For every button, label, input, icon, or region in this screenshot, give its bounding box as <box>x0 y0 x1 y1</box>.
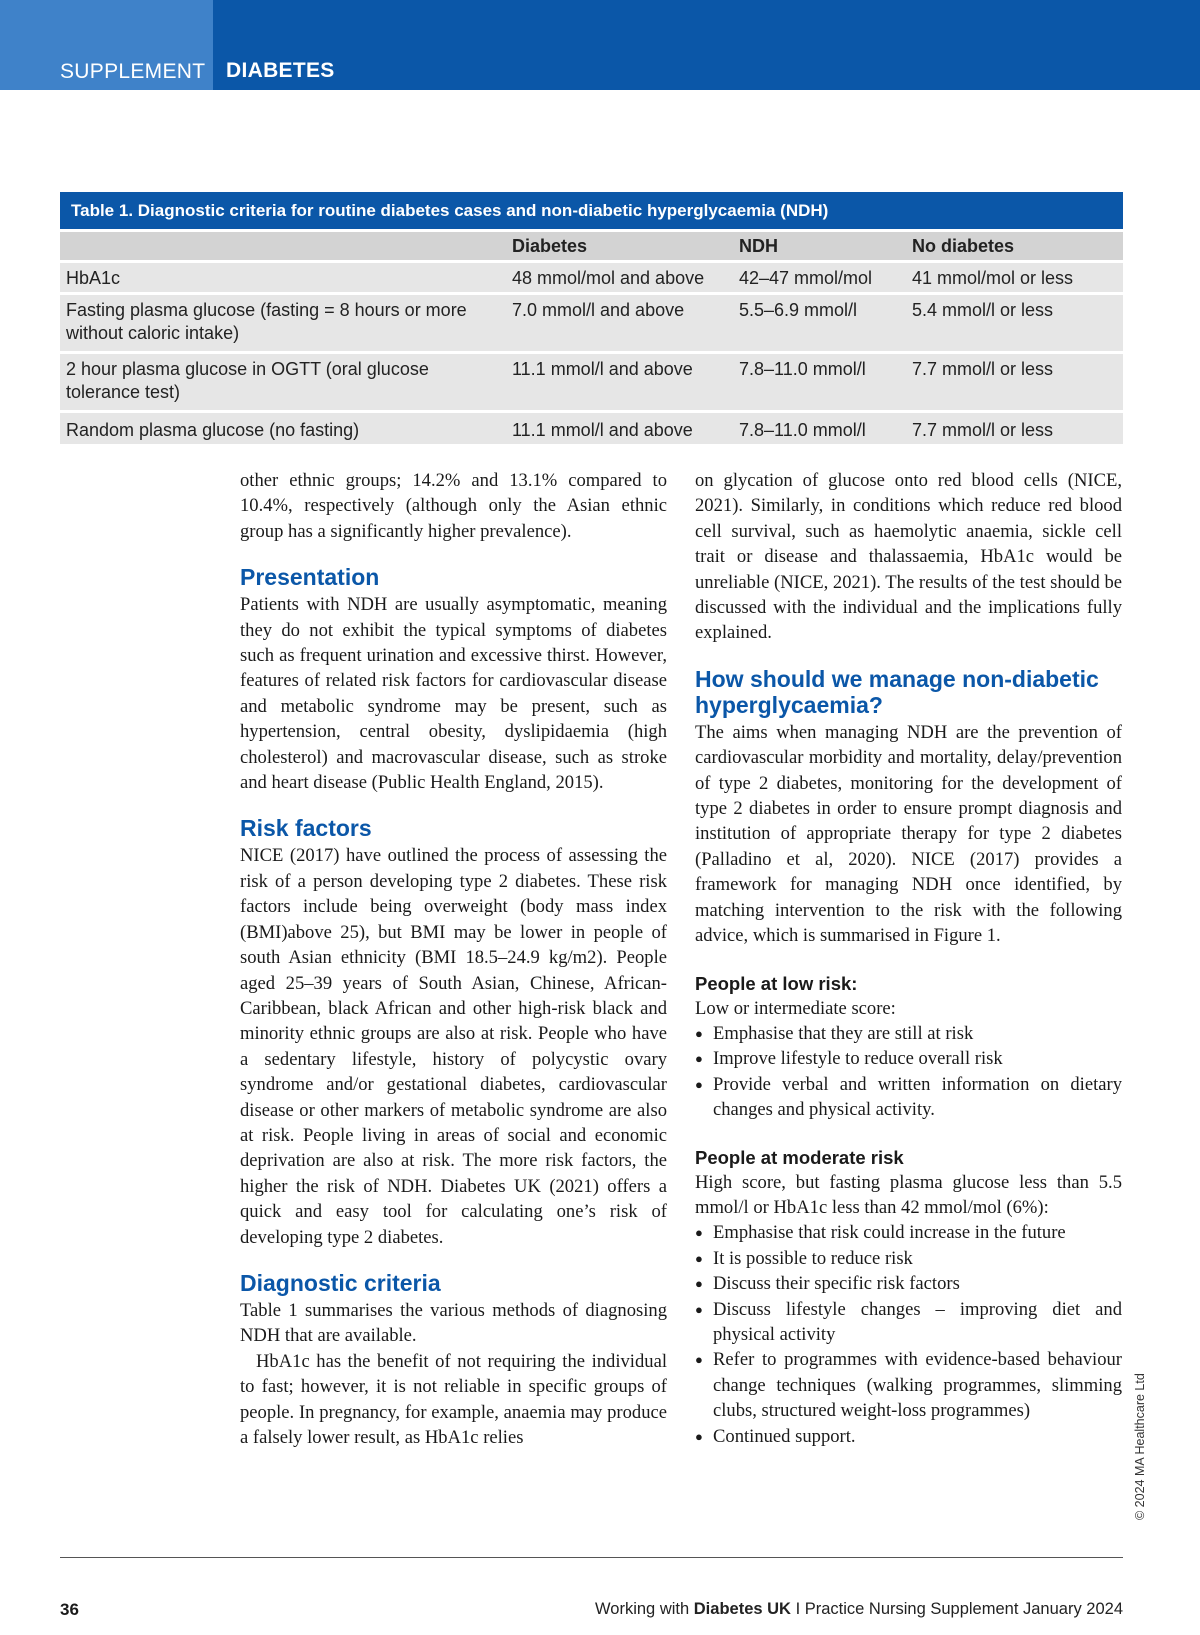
low-risk-heading: People at low risk: <box>695 972 858 994</box>
diagnostic-paragraph: HbA1c has the benefit of not requiring the individual to fast; however, it is not reliable in specific groups of people. In pregnancy, for example, anaemia may produce a falsely lower result, as HbA1c relies <box>240 1350 667 1448</box>
risk-factors-heading: Risk factors <box>240 815 372 842</box>
table-header-cell: NDH <box>733 231 906 262</box>
table-cell: HbA1c <box>60 262 506 294</box>
manage-ndh-heading: How should we manage non-diabetic hyperglycaemia? <box>695 665 1099 718</box>
table-caption: Table 1. Diagnostic criteria for routine diabetes cases and non-diabetic hyperglycaemia (NDH) <box>60 192 1123 229</box>
section-label: DIABETES <box>226 59 335 82</box>
table-header-cell <box>60 231 506 262</box>
table-cell: 7.7 mmol/l or less <box>906 353 1123 412</box>
table-cell: 2 hour plasma glucose in OGTT (oral glucose tolerance test) <box>60 353 506 412</box>
table-cell: Fasting plasma glucose (fasting = 8 hours or more without caloric intake) <box>60 294 506 353</box>
diagnostic-criteria-table <box>60 192 1123 444</box>
footer-running-title <box>595 1600 1123 1619</box>
list-item: ● It is possible to reduce risk <box>695 1246 1122 1271</box>
presentation-heading: Presentation <box>240 564 380 591</box>
table-cell: 7.8–11.0 mmol/l <box>733 353 906 412</box>
table-cell: 7.7 mmol/l or less <box>906 412 1123 445</box>
table-header-cell: No diabetes <box>906 231 1123 262</box>
copyright-notice: © 2024 MA Healthcare Ltd <box>1133 1373 1147 1520</box>
list-item: ● Provide verbal and written information on dietary changes and physical activity. <box>695 1072 1122 1123</box>
left-column <box>240 468 667 1450</box>
criteria-table <box>60 229 1123 444</box>
header-band <box>0 0 1200 90</box>
diagnostic-paragraph: Table 1 summarises the various methods of diagnosing NDH that are available. <box>240 1299 667 1347</box>
table-cell: 7.0 mmol/l and above <box>506 294 733 353</box>
presentation-paragraph: Patients with NDH are usually asymptomatic, meaning they do not exhibit the typical symptoms of diabetes such as frequent urination and excessive thirst. However, features of related risk factors for cardiovascular disease and metabolic syndrome may be present, such as hypertension, central obesity, dyslipidaemia (high cholesterol) and macrovascular disease, such as stroke and heart disease (Public Health England, 2015). <box>240 594 667 794</box>
moderate-risk-list <box>695 1220 1122 1449</box>
table-row <box>60 353 1123 412</box>
list-item: ● Discuss their specific risk factors <box>695 1271 1122 1296</box>
table-cell: 5.5–6.9 mmol/l <box>733 294 906 353</box>
supplement-label: SUPPLEMENT <box>60 60 206 83</box>
table-row <box>60 294 1123 353</box>
table-cell: Random plasma glucose (no fasting) <box>60 412 506 445</box>
continued-paragraph: on glycation of glucose onto red blood cells (NICE, 2021). Similarly, in conditions which reduce red blood cell survival, such as haemolytic anaemia, sickle cell trait or disease and thalassaemia, HbA1c would be unreliable (NICE, 2021). The results of the test should be discussed with the individual and the implications fully explained. <box>695 470 1122 644</box>
footer-suffix: I Practice Nursing Supplement January 2024 <box>795 1600 1123 1618</box>
table-header-row <box>60 231 1123 262</box>
moderate-risk-heading: People at moderate risk <box>695 1146 904 1168</box>
list-item: ● Emphasise that risk could increase in the future <box>695 1220 1122 1245</box>
list-item: ● Emphasise that they are still at risk <box>695 1021 1122 1046</box>
table-cell: 11.1 mmol/l and above <box>506 353 733 412</box>
footer-divider <box>60 1557 1123 1558</box>
table-header-cell: Diabetes <box>506 231 733 262</box>
table-cell: 42–47 mmol/mol <box>733 262 906 294</box>
low-risk-list <box>695 1021 1122 1123</box>
table-row <box>60 262 1123 294</box>
diagnostic-criteria-heading: Diagnostic criteria <box>240 1269 441 1296</box>
risk-factors-paragraph: NICE (2017) have outlined the process of assessing the risk of a person developing type 2 diabetes. These risk factors include being overweight (body mass index (BMI)above 25), but BMI may be lower in people of south Asian ethnicity (BMI 18.5–24.9 kg/m2). People aged 25–39 years of South Asian, Chinese, African-Caribbean, black African and other high-risk black and minority ethnic groups are also at risk. People who have a sedentary lifestyle, history of polycystic ovary syndrome and/or gestational diabetes, cardiovascular disease or other markers of metabolic syndrome are also at risk. People living in areas of social and economic deprivation are also at risk. The more risk factors, the higher the risk of NDH. Diabetes UK (2021) offers a quick and easy tool for calculating one’s risk of developing type 2 diabetes. <box>240 845 667 1248</box>
table-row <box>60 412 1123 445</box>
right-column <box>695 468 1122 1449</box>
list-item: ● Refer to programmes with evidence-based behaviour change techniques (walking programmes, slimming clubs, structured weight-loss programmes) <box>695 1347 1122 1423</box>
intro-paragraph: other ethnic groups; 14.2% and 13.1% compared to 10.4%, respectively (although only the Asian ethnic group has a significantly higher prevalence). <box>240 470 667 542</box>
table-cell: 7.8–11.0 mmol/l <box>733 412 906 445</box>
footer-prefix: Working with <box>595 1600 690 1618</box>
moderate-risk-intro: High score, but fasting plasma glucose less than 5.5 mmol/l or HbA1c less than 42 mmol/mol (6%): <box>695 1171 1122 1218</box>
low-risk-intro: Low or intermediate score: <box>695 997 896 1019</box>
footer-brand: Diabetes UK <box>693 1600 791 1618</box>
page-number: 36 <box>60 1600 79 1619</box>
list-item: ● Improve lifestyle to reduce overall risk <box>695 1046 1122 1071</box>
table-cell: 11.1 mmol/l and above <box>506 412 733 445</box>
table-cell: 41 mmol/mol or less <box>906 262 1123 294</box>
table-cell: 48 mmol/mol and above <box>506 262 733 294</box>
manage-ndh-paragraph: The aims when managing NDH are the prevention of cardiovascular morbidity and mortality, delay/prevention of type 2 diabetes, monitoring for the development of type 2 diabetes in order to ensure prompt diagnosis and institution of appropriate therapy for type 2 diabetes (Palladino et al, 2020). NICE (2017) provides a framework for managing NDH once identified, by matching intervention to the risk with the following advice, which is summarised in Figure 1. <box>695 721 1122 947</box>
list-item: ● Continued support. <box>695 1424 1122 1449</box>
table-cell: 5.4 mmol/l or less <box>906 294 1123 353</box>
list-item: ● Discuss lifestyle changes – improving diet and physical activity <box>695 1297 1122 1348</box>
